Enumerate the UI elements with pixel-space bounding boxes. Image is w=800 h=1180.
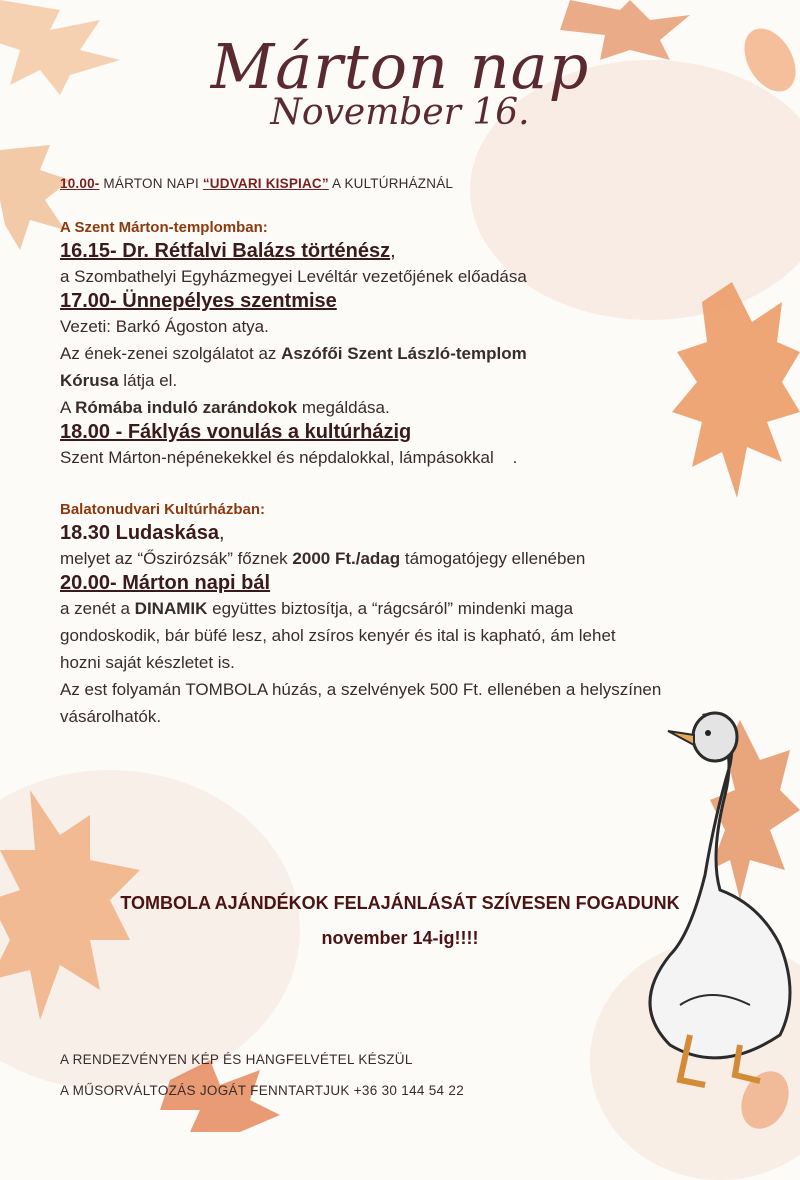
- item-description: Az ének-zenei szolgálatot az Aszófői Szent László-templom: [60, 344, 527, 363]
- footer-contact: A MŰSORVÁLTOZÁS JOGÁT FENNTARTJUK +36 30 144 54 22: [60, 1083, 465, 1098]
- item-description: hozni saját készletet is.: [60, 653, 235, 672]
- program-item: 18.30 Ludaskása,: [60, 522, 225, 544]
- footer-recording-notice: A RENDEZVÉNYEN KÉP ÉS HANGFELVÉTEL KÉSZÜL: [60, 1052, 413, 1067]
- program-content: [60, 176, 720, 730]
- item-description: vásárolhatók.: [60, 707, 162, 726]
- item-description: Kórusa látja el.: [60, 371, 178, 390]
- item-title: 18.00 - Fáklyás vonulás a kultúrházig: [60, 421, 412, 443]
- tombola-deadline: november 14-ig!!!!: [321, 928, 479, 948]
- item-description: Vezeti: Barkó Ágoston atya.: [60, 317, 269, 336]
- item-description: gondoskodik, bár büfé lesz, ahol zsíros kenyér és ital is kapható, ám lehet: [60, 626, 616, 645]
- item-description: melyet az “Őszirózsák” főznek 2000 Ft./adag támogatójegy ellenében: [60, 549, 586, 568]
- item-description: Az est folyamán TOMBOLA húzás, a szelvények 500 Ft. ellenében a helyszínen: [60, 680, 662, 699]
- section-heading-culture-house: Balatonudvari Kultúrházban:: [60, 501, 266, 518]
- item-title: 16.15- Dr. Rétfalvi Balázs történész: [60, 240, 391, 262]
- item-title: 20.00- Márton napi bál: [60, 572, 271, 594]
- item-description: a Szombathelyi Egyházmegyei Levéltár vezetőjének előadása: [60, 267, 527, 286]
- tombola-notice: TOMBOLA AJÁNDÉKOK FELAJÁNLÁSÁT SZÍVESEN FOGADUNK: [120, 893, 680, 913]
- program-item: 16.15- Dr. Rétfalvi Balázs történész,: [60, 240, 396, 262]
- item-description: Szent Márton-népénekekkel és népdalokkal, lámpásokkal .: [60, 448, 518, 467]
- kispiac-time: 10.00-: [60, 176, 100, 191]
- kispiac-name: “UDVARI KISPIAC”: [202, 176, 329, 191]
- item-description: A Rómába induló zarándokok megáldása.: [60, 398, 390, 417]
- kispiac-line: 10.00- MÁRTON NAPI “UDVARI KISPIAC” A KULTÚRHÁZNÁL: [60, 176, 454, 191]
- item-description: a zenét a DINAMIK együttes biztosítja, a “rágcsáról” mindenki maga: [60, 599, 574, 618]
- page-title: Márton nap: [210, 30, 590, 103]
- item-title: 17.00- Ünnepélyes szentmise: [60, 290, 337, 312]
- section-heading-church: A Szent Márton-templomban:: [60, 219, 268, 236]
- page-subtitle: November 16.: [270, 92, 530, 133]
